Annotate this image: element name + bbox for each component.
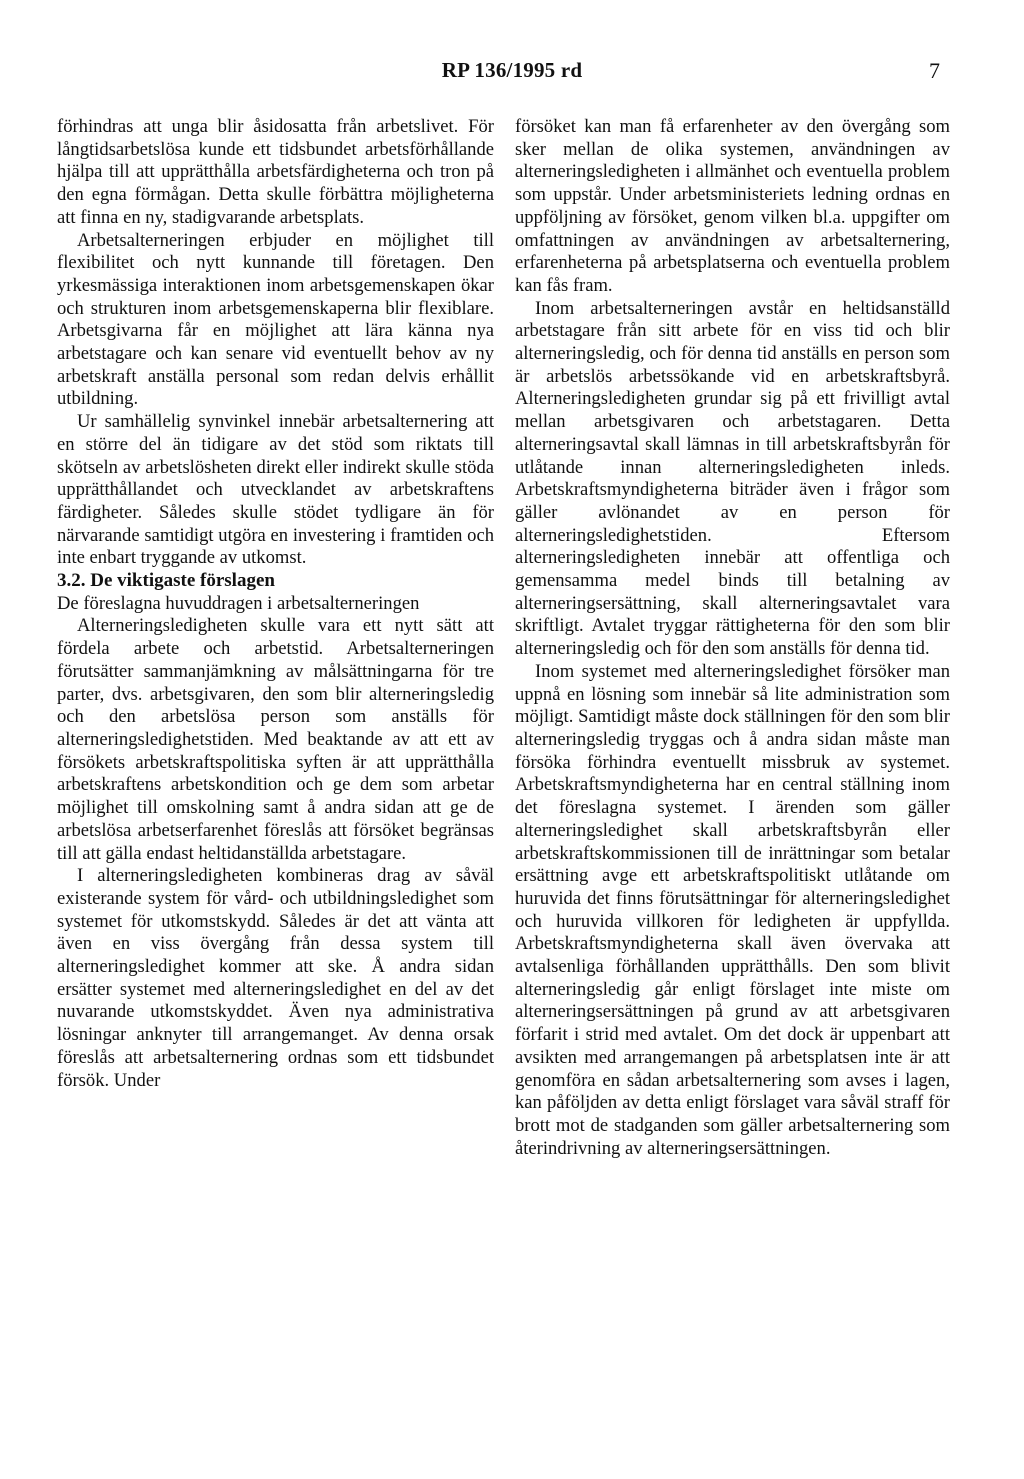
paragraph: I alterneringsledigheten kombineras drag av såväl existerande system för vård- och utbildningsledighet som systemet för utkomstskydd. Således är det att vänta att även en viss övergång från dessa system till alterneringsledighet kommer att ske. Å andra sidan ersätter systemet med alterneringsledighet en del av det nuvarande utkomstskyddet. Även nya administrativa lösningar anknyter till arrangemanget. Av denna orsak föreslås att arbetsalternering ordnas som ett tidsbundet försök. Under [57,865,494,1091]
document-reference: RP 136/1995 rd [441,58,583,82]
paragraph: Ur samhällelig synvinkel innebär arbetsalternering att en större del än tidigare av det stöd som riktats till skötseln av arbetslösheten direkt eller indirekt skulle stöda upprätthållandet och utvecklandet av arbetskraftens färdigheter. Således skulle stödet tydligare än för närvarande samtidigt utgöra en investering i framtiden och inte enbart tryggande av utkomst. [57,411,494,569]
paragraph: Arbetsalterneringen erbjuder en möjlighet till flexibilitet och nytt kunnande till företagen. Den yrkesmässiga interaktionen inom arbetsgemenskapen ökar och strukturen inom arbetsgemenskaperna blir flexiblare. Arbetsgivarna får en möjlighet att lära känna nya arbetstagare och kan senare vid eventuellt behov av ny arbetskraft anställa personal som redan delvis erhållit utbildning. [57,229,494,410]
left-column [57,116,494,1092]
paragraph: Alterneringsledigheten skulle vara ett nytt sätt att fördela arbete och arbetstid. Arbetsalterneringen förutsätter sammanjämkning av målsättningarna för tre parter, dvs. arbetsgivaren, den som blir alterneringsledig och den arbetslösa person som anställs för alterneringsledighetstiden. Med beaktande av att ett av försökets arbetskraftspolitiska syften är att upprätthålla arbetskraftens arbetskondition och ge dem som arbetar möjlighet till omskolning samt å andra sidan att ge de arbetslösa arbetserfarenhet föreslås att försöket begränsas till att gälla endast heltidanställda arbetstagare. [57,615,494,864]
paragraph: förhindras att unga blir åsidosatta från arbetslivet. För långtidsarbetslösa kunde ett tidsbundet arbetsförhållande hjälpa till att upprätthålla arbetsfärdigheterna och tron på den egna förmågan. Detta skulle förbättra möjligheterna att finna en ny, stadigvarande arbetsplats. [57,116,494,228]
subsection-heading: De föreslagna huvuddragen i arbetsalterneringen [57,592,420,614]
paragraph: Inom systemet med alterneringsledighet försöker man uppnå en lösning som innebär så lite administration som möjligt. Samtidigt måste dock ställningen för den som blir alterneringsledig tryggas och å andra sidan måste man försöka förhindra eventuellt missbruk av systemet. Arbetskraftsmyndigheterna har en central ställning inom det föreslagna systemet. I ärenden som gäller alterneringsledighet skall arbetskraftsbyrån eller arbetskraftskommissionen till de inrättningar som betalar ersättning avge ett arbetskraftspolitiskt utlåtande om huruvida det finns förutsättningar för alterneringsledighet och huruvida villkoren för ledigheten är uppfyllda. Arbetskraftsmyndigheterna skall även övervaka att avtalsenliga förhållanden upprätthålls. Den som blivit alterneringsledig går enligt förslaget inte miste om alterneringsersättningen på grund av att arbetsgivaren förfarit i strid med avtalet. Om det dock är uppenbart att avsikten med arrangemangen på arbetsplatsen inte är att genomföra en sådan arbetsalternering som avses i lagen, kan påföljden av detta enligt förslaget vara såväl straff för brott mot de stadganden som gäller arbetsalternering som återindrivning av alterneringsersättningen. [515,660,950,1159]
section-heading: 3.2. De viktigaste förslagen [57,570,275,592]
page-header [0,58,1024,88]
right-column [515,116,950,1160]
page-number: 7 [929,58,940,83]
paragraph: försöket kan man få erfarenheter av den övergång som sker mellan de olika systemen, användningen av alterneringsledigheten i allmänhet och eventuella problem som uppstår. Under arbetsministeriets ledning ordnas en uppföljning av försöket, genom vilken bl.a. uppgifter om omfattningen av användningen av arbetsalternering, erfarenheterna på arbetsplatserna och eventuella problem kan fås fram. [515,116,950,296]
paragraph: Inom arbetsalterneringen avstår en heltidsanställd arbetstagare från sitt arbete för en viss tid och blir alterneringsledig, och för denna tid anställs en person som är arbetslös arbetssökande vid en arbetskraftsbyrå. Alterneringsledigheten grundar sig på ett frivilligt avtal mellan arbetsgivaren och arbetstagaren. Detta alterneringsavtal skall lämnas in till arbetskraftsbyrån för utlåtande innan alterneringsledigheten inleds. Arbetskraftsmyndigheterna biträder även i frågor som gäller avlönandet av en person för alterneringsledighetstiden. Eftersom alterneringsledigheten innebär att offentliga och gemensamma medel binds till betalning av alterneringsersättning, skall alterneringsavtalet vara skriftligt. Avtalet tryggar rättigheterna för den som blir alterneringsledig och för den som anställs för denna tid. [515,297,950,660]
